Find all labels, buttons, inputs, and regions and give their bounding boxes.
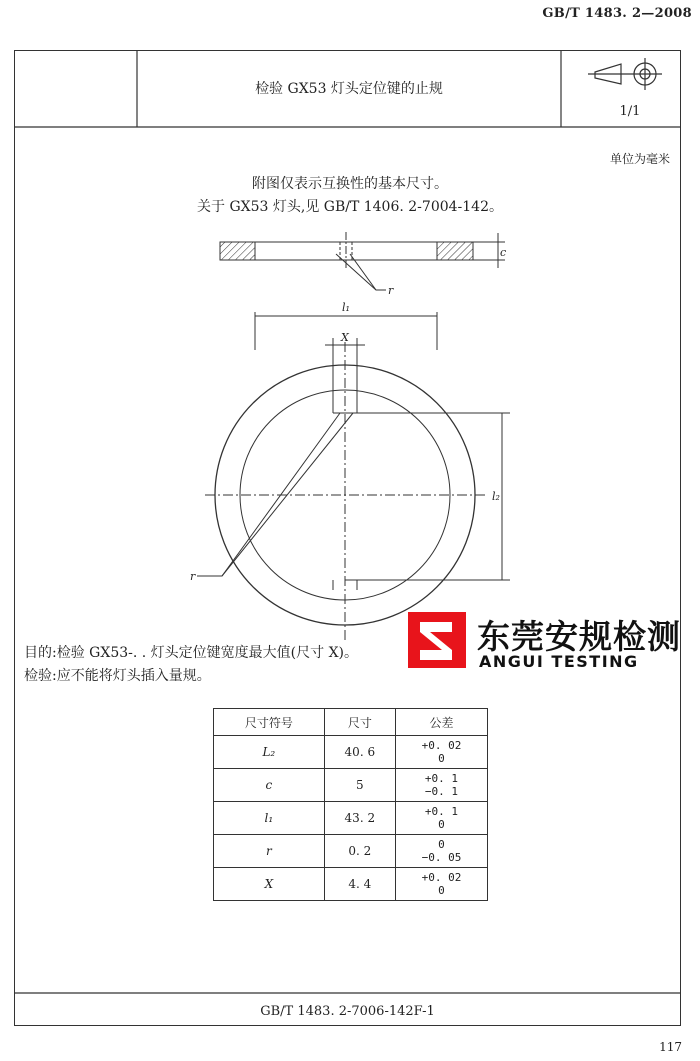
- cell-size: 40. 6: [324, 736, 395, 769]
- dim-label-c: c: [500, 246, 507, 259]
- sheet-number: 1/1: [619, 104, 641, 119]
- watermark-en: ANGUI TESTING: [479, 652, 639, 671]
- standard-number: GB/T 1483. 2—2008: [542, 6, 692, 21]
- table-row: [214, 868, 488, 901]
- cell-symbol: X: [214, 868, 325, 901]
- dim-label-x: X: [341, 331, 349, 344]
- dimension-table: [213, 708, 488, 901]
- angui-logo-icon: [408, 612, 466, 668]
- cell-tolerance: [395, 769, 487, 802]
- plan-view: [197, 312, 510, 640]
- dim-label-l2: l₂: [492, 490, 500, 503]
- tol-lower: 0: [438, 818, 445, 831]
- cell-size: 5: [324, 769, 395, 802]
- drawing-title: 检验 GX53 灯头定位键的止规: [255, 81, 443, 97]
- col-header-size: 尺寸: [324, 709, 395, 736]
- tol-upper: +0. 02: [421, 739, 462, 752]
- cell-size: 43. 2: [324, 802, 395, 835]
- tol-upper: +0. 1: [424, 805, 459, 818]
- cell-tolerance: [395, 736, 487, 769]
- drawing-code: GB/T 1483. 2-7006-142F-1: [260, 1004, 435, 1019]
- tol-upper: +0. 1: [424, 772, 459, 785]
- projection-symbol-icon: [588, 58, 662, 90]
- table-header-row: [214, 709, 488, 736]
- cell-tolerance: [395, 868, 487, 901]
- watermark-cn: 东莞安规检测: [477, 617, 681, 656]
- tol-lower: −0. 05: [421, 851, 462, 864]
- section-view: [220, 232, 505, 290]
- dim-label-l1: l₁: [342, 301, 350, 314]
- page-number: 117: [659, 1040, 682, 1054]
- table-row: [214, 802, 488, 835]
- intro-line-2: 关于 GX53 灯头,见 GB/T 1406. 2-7004-142。: [197, 199, 503, 215]
- cell-size: 0. 2: [324, 835, 395, 868]
- cell-symbol: L₂: [214, 736, 325, 769]
- table-row: [214, 769, 488, 802]
- unit-note: 单位为毫米: [609, 152, 670, 166]
- tol-lower: 0: [438, 752, 445, 765]
- col-header-symbol: 尺寸符号: [214, 709, 325, 736]
- table-row: [214, 736, 488, 769]
- cell-tolerance: [395, 802, 487, 835]
- tol-upper: 0: [438, 838, 445, 851]
- col-header-tolerance: 公差: [395, 709, 487, 736]
- dim-label-r-side: r: [190, 570, 196, 583]
- cell-size: 4. 4: [324, 868, 395, 901]
- purpose-line: 目的:检验 GX53-. . 灯头定位键宽度最大值(尺寸 X)。: [24, 645, 359, 661]
- tol-upper: +0. 02: [421, 871, 462, 884]
- table-row: [214, 835, 488, 868]
- check-line: 检验:应不能将灯头插入量规。: [24, 668, 211, 684]
- cell-symbol: c: [214, 769, 325, 802]
- tol-lower: −0. 1: [424, 785, 459, 798]
- tol-lower: 0: [438, 884, 445, 897]
- cell-symbol: l₁: [214, 802, 325, 835]
- cell-symbol: r: [214, 835, 325, 868]
- cell-tolerance: [395, 835, 487, 868]
- dim-label-r-top: r: [388, 284, 394, 297]
- intro-line-1: 附图仅表示互换性的基本尺寸。: [252, 176, 448, 192]
